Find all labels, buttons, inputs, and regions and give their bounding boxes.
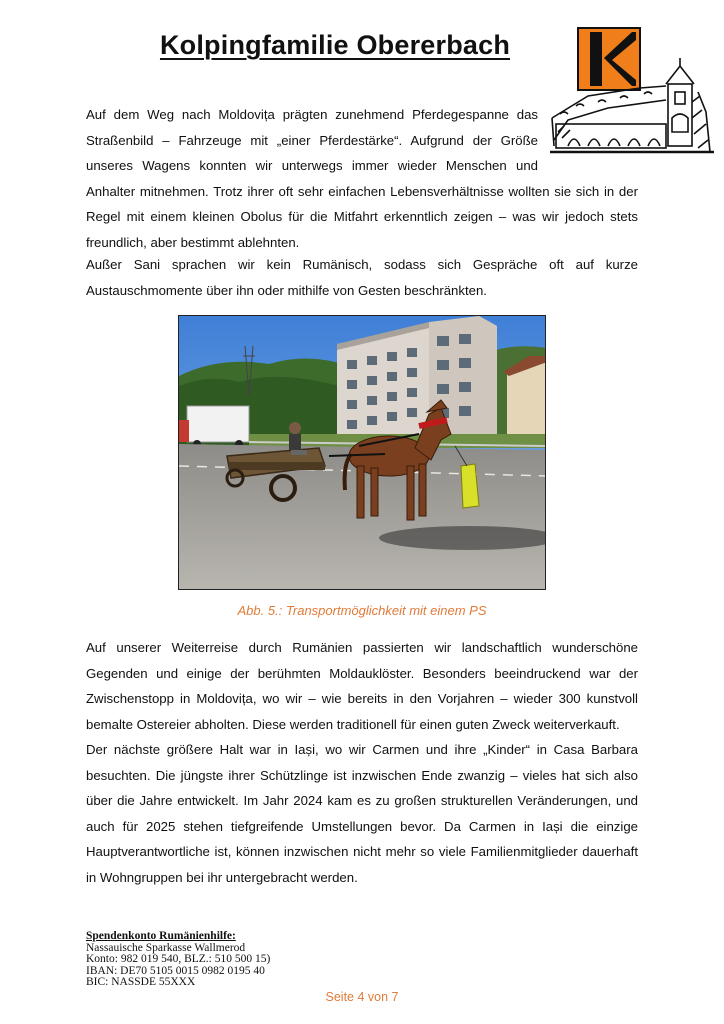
paragraph-line: Anhalter mitnehmen. Trotz ihrer oft sehr einfachen Lebensverhältnisse wollten sie sich in der: [86, 183, 638, 199]
horse-cart-photo: [179, 316, 546, 590]
page-number: Seite 4 von 7: [325, 990, 399, 1004]
paragraph-1: [86, 102, 638, 255]
page-title: Kolpingfamilie Obererbach: [159, 30, 511, 60]
paragraph-2: [86, 252, 638, 303]
paragraph-line: Regel mit einem kleinen Obolus für die Mitfahrt erkenntlich zeigen – was wir jedoch stets: [86, 209, 638, 224]
footer-bic: BIC: NASSDE 55XXX: [86, 976, 196, 988]
figure-caption: Abb. 5.: Transportmöglichkeit mit einem PS: [237, 603, 487, 618]
paragraph-line: Straßenbild – Fahrzeuge mit „einer Pferdestärke“. Aufgrund der Größe: [86, 132, 538, 148]
footer-heading: Spendenkonto Rumänienhilfe:: [86, 930, 236, 942]
paragraph-line: Der nächste größere Halt war in Iași, wo wir Carmen und ihre „Kinder“ in Casa Barbara: [86, 742, 638, 757]
footer-konto: Konto: 982 019 540, BLZ.: 510 500 15): [86, 953, 271, 965]
paragraph-line: Auf unserer Weiterreise durch Rumänien passierten wir landschaftlich wunderschöne: [86, 640, 638, 655]
paragraph-3: [86, 635, 638, 737]
paragraph-line: über die Jahre entwickelt. Im Jahr 2024 kam es zu großen strukturellen Veränderungen, und: [86, 793, 638, 808]
paragraph-line: Hauptverantwortliche ist, können inzwischen nicht mehr so viele Familienmitglieder dauerhaft: [86, 844, 638, 859]
figure-photo: [178, 315, 546, 590]
paragraph-4: [86, 737, 638, 890]
paragraph-line: auch für 2025 stehen tiefgreifende Umstellungen bevor. Da Carmen in Iași die einzige: [86, 818, 638, 834]
footer-bank-details: [86, 931, 270, 989]
footer-bank: Nassauische Sparkasse Wallmerod: [86, 941, 246, 954]
paragraph-line: Zwischenstopp in Moldovița, wo wir – wie bereits in den Vorjahren – wieder 300 kunstvoll: [86, 691, 638, 706]
paragraph-line: in Wohngruppen bei ihr untergebracht werden.: [86, 869, 358, 885]
paragraph-line: Austauschmomente über ihn oder mithilfe von Gesten beschränkten.: [86, 282, 487, 298]
paragraph-line: Gegenden und einige der berühmten Moldauklöster. Besonders beeindruckend war der: [86, 665, 638, 681]
paragraph-line: unseres Wagens konnten wir unterwegs immer wieder Menschen und: [86, 158, 538, 173]
footer-iban: IBAN: DE70 5105 0015 0982 0195 40: [86, 964, 265, 977]
logo-k-square: [578, 28, 640, 90]
paragraph-line: besuchten. Die jüngste ihrer Schützlinge ist inzwischen Ende zwanzig – vieles hat sich also: [86, 767, 638, 783]
paragraph-line: freundlich, aber bestimmt ablehnten.: [86, 234, 300, 250]
paragraph-line: Auf dem Weg nach Moldovița prägten zunehmend Pferdegespanne das: [86, 107, 538, 122]
paragraph-line: bemalte Ostereier abholten. Diese werden traditionell für einen guten Zweck weiterverkauft.: [86, 716, 620, 732]
paragraph-line: Außer Sani sprachen wir kein Rumänisch, sodass sich Gespräche oft auf kurze: [86, 257, 638, 272]
